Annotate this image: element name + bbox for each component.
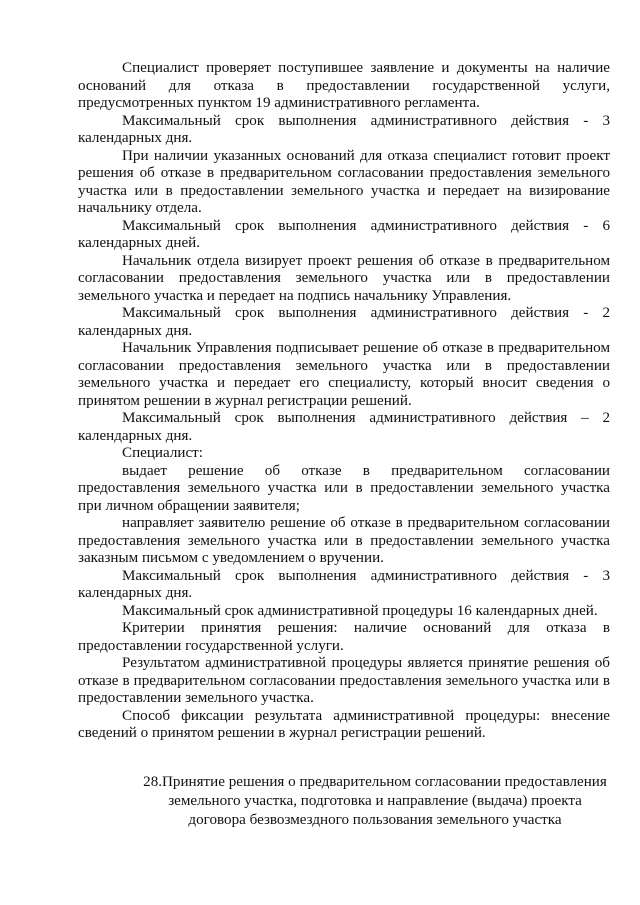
paragraph: Результатом административной процедуры является принятие решения об отказе в предварительном согласовании предоставления земельного участка или в предоставлении земельного участка.	[78, 655, 610, 706]
section-heading-line: 28.Принятие решения о предварительном согласовании предоставления	[143, 773, 607, 790]
paragraph: Способ фиксации результата административной процедуры: внесение сведений о принятом решении в журнал регистрации решений.	[78, 707, 610, 741]
paragraph: При наличии указанных оснований для отказа специалист готовит проект решения об отказе в предварительном согласовании предоставления земельного участка или в предоставлении земельного участка и передает на визирование начальнику отдела.	[78, 147, 610, 216]
paragraph: выдает решение об отказе в предварительном согласовании предоставления земельного участка или в предоставлении земельного участка при личном обращении заявителя;	[78, 462, 610, 514]
paragraph: Максимальный срок выполнения административного действия - 6 календарных дней.	[78, 217, 610, 251]
section-heading-line: договора безвозмездного пользования земельного участка	[188, 811, 562, 828]
paragraph: Критерии принятия решения: наличие оснований для отказа в предоставлении государственной услуги.	[78, 620, 610, 654]
section-heading	[78, 773, 610, 830]
paragraph: Специалист:	[122, 445, 203, 461]
paragraph: Максимальный срок выполнения административного действия – 2 календарных дня.	[78, 410, 610, 444]
paragraph: Максимальный срок выполнения административного действия - 3 календарных дня.	[78, 567, 610, 601]
paragraph: направляет заявителю решение об отказе в предварительном согласовании предоставления земельного участка или в предоставлении земельного участка заказным письмом с уведомлением о вручении.	[78, 515, 610, 566]
paragraph: Максимальный срок административной процедуры 16 календарных дней.	[122, 602, 598, 619]
paragraph: Начальник отдела визирует проект решения об отказе в предварительном согласовании предоставления земельного участка или в предоставлении земельного участка и передает на подпись начальнику Управления.	[78, 252, 610, 304]
paragraph: Начальник Управления подписывает решение об отказе в предварительном согласовании предоставления земельного участка или в предоставлении земельного участка и передает его специалисту, который вносит сведения о принятом решении в журнал регистрации решений.	[78, 340, 610, 409]
paragraph: Максимальный срок выполнения административного действия - 2 календарных дня.	[78, 305, 610, 339]
document-page	[78, 60, 610, 830]
paragraph: Специалист проверяет поступившее заявление и документы на наличие оснований для отказа в предоставлении государственной услуги, предусмотренных пунктом 19 административного регламента.	[78, 60, 610, 111]
paragraph: Максимальный срок выполнения административного действия - 3 календарных дня.	[78, 112, 610, 146]
section-heading-line: земельного участка, подготовка и направление (выдача) проекта	[168, 792, 582, 809]
